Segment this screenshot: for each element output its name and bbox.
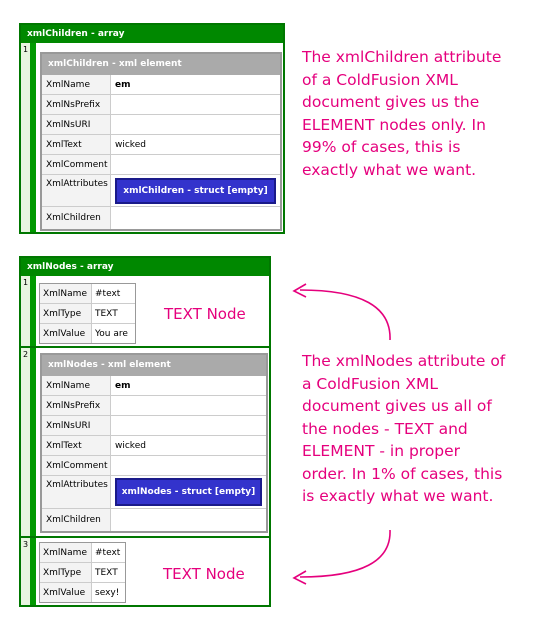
row-value-xmlchildren <box>111 207 280 229</box>
row-key-xmlnsprefix: XmlNsPrefix <box>42 95 111 115</box>
array-index-gutter <box>30 538 36 605</box>
row-value-xmlattributes <box>111 476 266 509</box>
annotation-line: of a ColdFusion XML <box>302 70 458 89</box>
xml-element-header[interactable]: xmlChildren - xml element <box>42 54 280 75</box>
text-node-dump-3 <box>39 542 126 603</box>
array-index-gutter <box>30 43 36 232</box>
row-key-xmlnsuri: XmlNsURI <box>42 115 111 135</box>
text-node-dump-1 <box>39 283 136 344</box>
row-key-xmlname: XmlName <box>42 376 111 396</box>
row-value-xmlattributes <box>111 175 280 207</box>
annotation-line: ELEMENT nodes only. In <box>302 115 486 134</box>
row-value-xmlname: #text <box>92 543 125 563</box>
row-value-xmlname: #text <box>92 284 135 304</box>
row-key-xmlvalue: XmlValue <box>40 583 92 602</box>
text-node-label-3: TEXT Node <box>163 565 245 583</box>
row-key-xmlname: XmlName <box>40 284 92 304</box>
array-index-3[interactable]: 3 <box>21 538 30 605</box>
struct-empty-button[interactable]: xmlChildren - struct [empty] <box>115 178 276 204</box>
xmlnodes-annotation <box>302 350 542 508</box>
annotation-line: document gives us all of <box>302 397 492 415</box>
row-key-xmltext: XmlText <box>42 135 111 155</box>
row-value-xmlnsuri <box>111 115 280 135</box>
array-index-1[interactable]: 1 <box>21 43 30 232</box>
row-key-xmlchildren: XmlChildren <box>42 207 111 229</box>
xmlchildren-annotation <box>302 46 540 181</box>
row-value-xmlname: em <box>111 75 280 95</box>
row-key-xmlvalue: XmlValue <box>40 324 92 343</box>
row-key-xmltype: XmlType <box>40 304 92 324</box>
row-key-xmlcomment: XmlComment <box>42 456 111 476</box>
row-key-xmlchildren: XmlChildren <box>42 509 111 531</box>
struct-empty-button[interactable]: xmlNodes - struct [empty] <box>115 478 262 506</box>
row-value-xmltext: wicked <box>111 135 280 155</box>
row-value-xmltext: wicked <box>111 436 266 456</box>
row-value-xmltype: TEXT <box>92 563 125 583</box>
array-index-gutter <box>30 276 36 346</box>
text-node-label-1: TEXT Node <box>164 305 246 323</box>
row-value-xmlvalue: You are <box>95 328 128 339</box>
array-index-1[interactable]: 1 <box>21 276 30 346</box>
annotation-line: The xmlChildren attribute <box>302 48 502 66</box>
row-key-xmlnsuri: XmlNsURI <box>42 416 111 436</box>
xmlchildren-element-dump <box>40 52 282 231</box>
row-key-xmlattributes: XmlAttributes <box>42 175 111 207</box>
annotation-line: 99% of cases, this is <box>302 138 461 156</box>
row-value-xmlnsprefix <box>111 396 266 416</box>
annotation-line: order. In 1% of cases, this <box>302 464 503 483</box>
xmlnodes-array-dump <box>19 256 271 607</box>
xmlnodes-element-dump <box>40 353 268 533</box>
row-value-xmlvalue: sexy! <box>95 587 120 598</box>
xmlnodes-array-header[interactable]: xmlNodes - array <box>21 258 269 276</box>
row-value-xmlchildren <box>111 509 266 531</box>
row-value-xmlnsuri <box>111 416 266 436</box>
row-key-xmlname: XmlName <box>42 75 111 95</box>
row-key-xmlcomment: XmlComment <box>42 155 111 175</box>
annotation-line: ELEMENT - in proper <box>302 442 461 460</box>
annotation-line: is exactly what we want. <box>302 487 494 505</box>
xmlchildren-array-header[interactable]: xmlChildren - array <box>21 25 283 43</box>
row-value-xmlnsprefix <box>111 95 280 115</box>
array-index-2[interactable]: 2 <box>21 348 30 536</box>
xmlchildren-array-dump <box>19 23 285 234</box>
item-divider <box>21 536 269 538</box>
row-key-xmltext: XmlText <box>42 436 111 456</box>
annotation-line: the nodes - TEXT and <box>302 419 468 438</box>
row-key-xmlnsprefix: XmlNsPrefix <box>42 396 111 416</box>
arrow-up-to-text-node-1 <box>280 270 410 350</box>
row-value-xmltype: TEXT <box>92 304 135 324</box>
row-value-xmlcomment <box>111 155 280 175</box>
array-index-gutter <box>30 348 36 536</box>
row-value-xmlcomment <box>111 456 266 476</box>
arrow-down-to-text-node-3 <box>280 520 410 590</box>
row-key-xmlattributes: XmlAttributes <box>42 476 111 509</box>
item-divider <box>21 346 269 348</box>
annotation-line: The xmlNodes attribute of <box>302 352 506 370</box>
annotation-line: exactly what we want. <box>302 160 477 179</box>
annotation-line: a ColdFusion XML <box>302 374 439 393</box>
xml-element-header[interactable]: xmlNodes - xml element <box>42 355 266 376</box>
annotation-line: document gives us the <box>302 93 480 111</box>
row-key-xmltype: XmlType <box>40 563 92 583</box>
row-key-xmlname: XmlName <box>40 543 92 563</box>
row-value-xmlname: em <box>111 376 266 396</box>
